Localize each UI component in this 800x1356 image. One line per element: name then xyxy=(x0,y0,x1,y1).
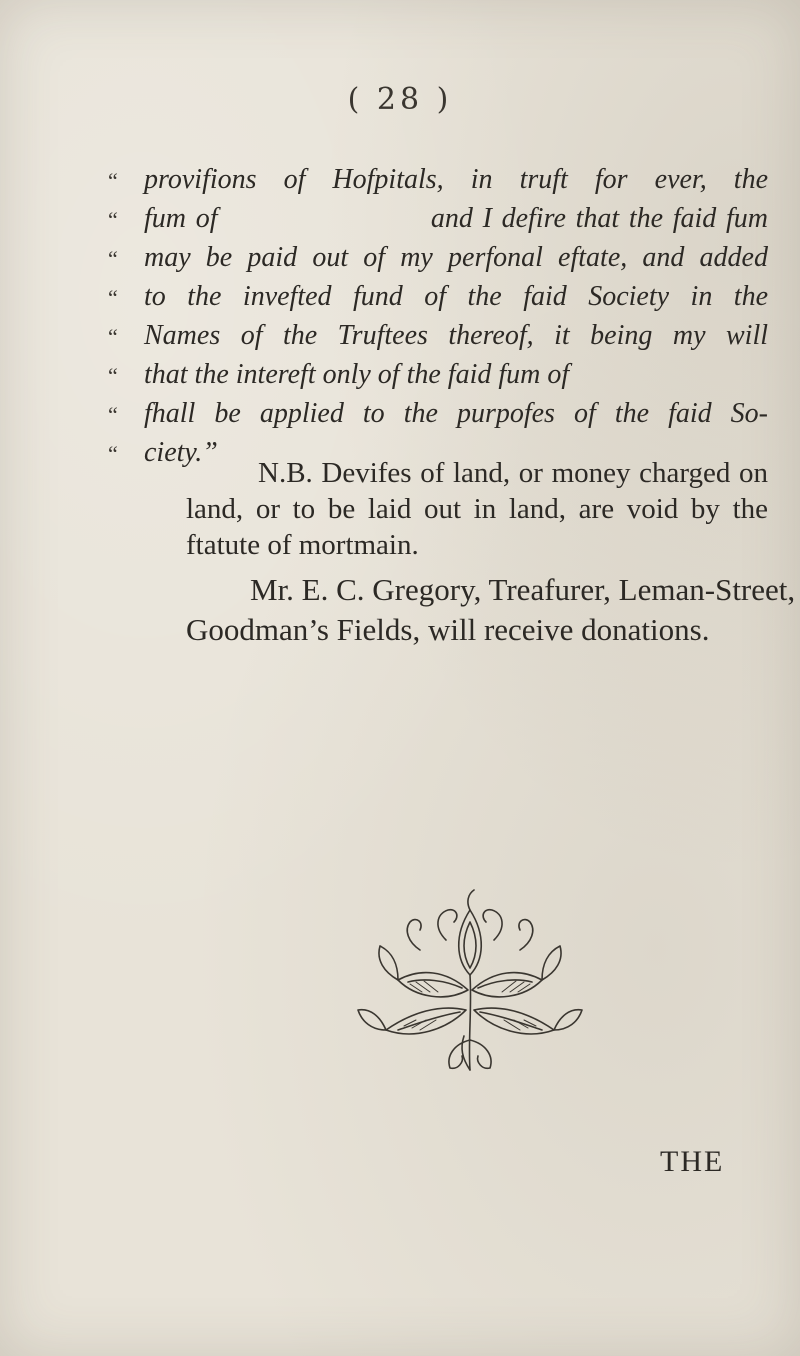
page-number: ( 28 ) xyxy=(347,82,453,117)
catchword: THE xyxy=(660,1145,725,1178)
quote-mark: “ xyxy=(108,363,118,388)
quote-line-text: fhall be applied to the purpofes of the faid So- xyxy=(144,398,768,429)
quote-mark: “ xyxy=(108,324,118,349)
nota-bene-line: ftatute of mortmain. xyxy=(186,529,419,561)
quote-mark: “ xyxy=(108,246,118,271)
quote-line xyxy=(108,199,768,238)
quote-mark: “ xyxy=(108,207,118,232)
will-excerpt-quote xyxy=(108,160,768,472)
treasurer-line: Mr. E. C. Gregory, Treafurer, Leman-Street, xyxy=(250,572,796,607)
quote-line xyxy=(108,160,768,199)
quote-line xyxy=(108,277,768,316)
treasurer-notice xyxy=(186,570,796,650)
quote-mark: “ xyxy=(108,441,118,466)
quote-line-text: may be paid out of my perfonal eftate, and added xyxy=(144,242,768,273)
nota-bene-paragraph xyxy=(186,455,768,563)
quote-mark: “ xyxy=(108,285,118,310)
quote-line-text: that the intereft only of the faid fum of xyxy=(144,359,570,390)
quote-line xyxy=(108,238,768,277)
nota-bene-line: N.B. Devifes of land, or money charged on xyxy=(258,457,768,489)
quote-line xyxy=(108,316,768,355)
quote-line-text: ciety.” xyxy=(144,437,218,468)
quote-mark: “ xyxy=(108,402,118,427)
quote-line-text: fum of and I defire that the faid fum xyxy=(144,203,768,234)
quote-line-text: to the invefted fund of the faid Society in the xyxy=(144,281,768,312)
quote-line-text: provifions of Hofpitals, in truft for ever, the xyxy=(144,164,768,195)
treasurer-line: Goodman’s Fields, will receive donations. xyxy=(186,612,710,647)
floral-ornament-icon xyxy=(350,880,590,1080)
quote-line xyxy=(108,394,768,433)
quote-mark: “ xyxy=(108,168,118,193)
quote-line-text: Names of the Truftees thereof, it being my will xyxy=(144,320,768,351)
nota-bene-line: land, or to be laid out in land, are void by the xyxy=(186,493,768,525)
quote-line xyxy=(108,355,768,394)
